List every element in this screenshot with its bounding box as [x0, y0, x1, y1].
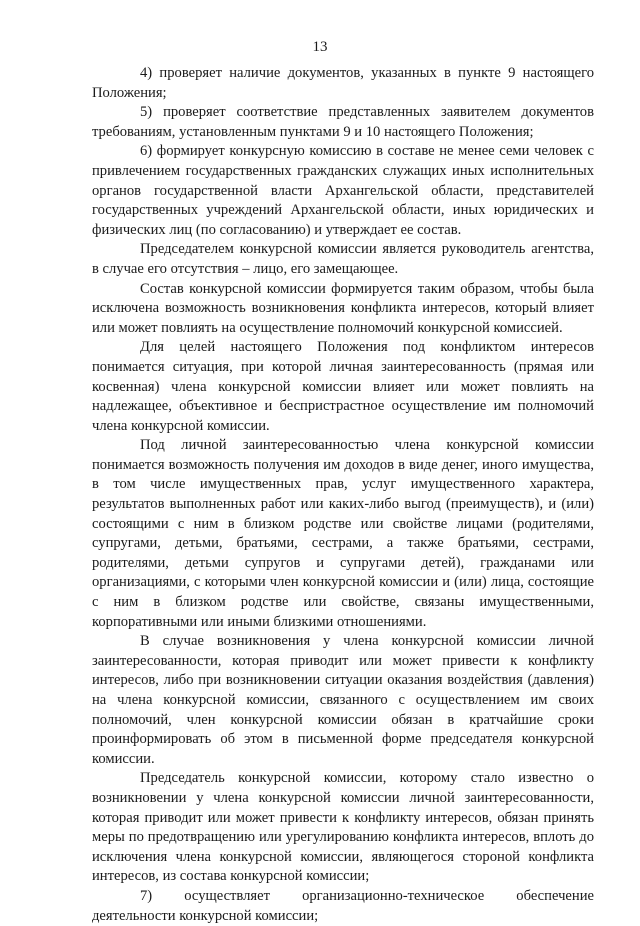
paragraph-conflict-definition: Для целей настоящего Положения под конфликтом интересов понимается ситуация, при которой личная заинтересованность (прямая или косвенная) члена конкурсной комиссии влияет или может повлиять на надлежащее, объективное и беспристрастное осуществление им полномочий члена конкурсной комиссии.	[92, 339, 594, 434]
paragraph-chairman-measures: Председатель конкурсной комиссии, которому стало известно о возникновении у члена конкурсной комиссии личной заинтересованности, которая приводит или может привести к конфликту интересов, обязан принять меры по предотвращению или урегулированию конфликта интересов, вплоть до исключения члена конкурсной комиссии, являющегося стороной конфликта интересов, из состава конкурсной комиссии;	[92, 770, 594, 885]
paragraph-member-duty: В случае возникновения у члена конкурсной комиссии личной заинтересованности, которая приводит или может привести к конфликту интересов, либо при возникновении ситуации оказания воздействия (давления) на члена конкурсной комиссии, связанного с осуществлением им своих полномочий, член конкурсной комиссии обязан в кратчайшие сроки проинформировать об этом в письменной форме председателя конкурсной комиссии.	[92, 633, 594, 767]
paragraph-item-6: 6) формирует конкурсную комиссию в составе не менее семи человек с привлечением государственных гражданских служащих иных исполнительных органов государственной власти Архангельской области, представителей государственных учреждений Архангельской области, иных юридических и физических лиц (по согласованию) и утверждает ее состав.	[92, 143, 594, 238]
paragraph-item-4: 4) проверяет наличие документов, указанных в пункте 9 настоящего Положения;	[92, 65, 594, 101]
paragraph-composition: Состав конкурсной комиссии формируется таким образом, чтобы была исключена возможность возникновения конфликта интересов, который влияет или может повлиять на осуществление полномочий конкурсной комиссией.	[92, 280, 594, 336]
paragraph-personal-interest: Под личной заинтересованностью члена конкурсной комиссии понимается возможность получения им доходов в виде денег, иного имущества, в том числе имущественных прав, услуг имущественного характера, результатов выполненных работ или каких-либо выгод (преимуществ), и (или) состоящими с ним в близком родстве или свойстве лицами (родителями, супругами, детьми, братьями, сестрами, а также братьями, сестрами, родителями, детьми супругов и супругами детей), гражданами или организациями, с которыми член конкурсной комиссии и (или) лица, состоящие с ним в близком родстве или свойстве, связаны имущественными, корпоративными или иными близкими отношениями.	[92, 437, 594, 630]
page-number: 13	[312, 39, 328, 55]
paragraph-chairman: Председателем конкурсной комиссии является руководитель агентства, в случае его отсутствия – лицо, его замещающее.	[92, 241, 594, 277]
document-body	[92, 64, 594, 926]
paragraph-item-5: 5) проверяет соответствие представленных заявителем документов требованиям, установленным пунктами 9 и 10 настоящего Положения;	[92, 104, 594, 140]
paragraph-item-7: 7) осуществляет организационно-техническое обеспечение деятельности конкурсной комиссии;	[92, 887, 594, 924]
